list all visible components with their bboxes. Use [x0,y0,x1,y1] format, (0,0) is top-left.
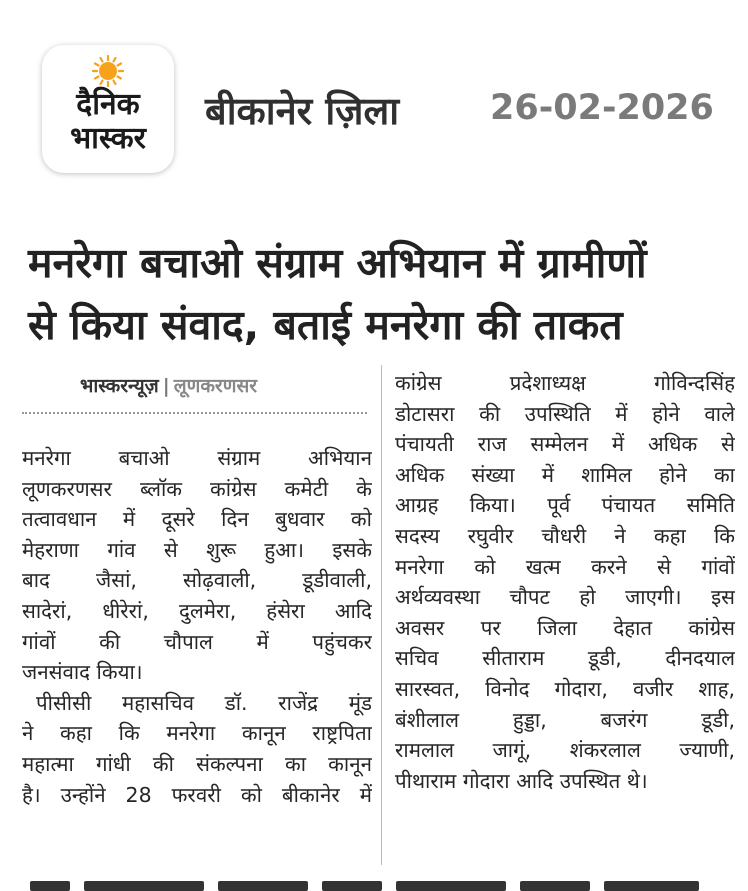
article-line: बाद जैसां, सोढ़वाली, डूडीवाली, [22,568,372,593]
article-line: सारस्वत, विनोद गोदारा, वजीर शाह, [395,676,735,701]
headline-line-1: मनरेगा बचाओ संग्राम अभियान में ग्रामीणों [28,239,647,287]
article-line: ने कहा कि मनरेगा कानून राष्ट्रपिता [22,721,372,746]
article-line: पीसीसी महासचिव डॉ. राजेंद्र मूंड [36,690,372,715]
article-line: मनरेगा बचाओ संग्राम अभियान [22,446,372,470]
article-line: रामलाल जागूं, शंकरलाल ज्याणी, [395,738,735,763]
byline: भास्करन्यूज़ | लूणकरणसर [80,375,258,397]
article-line: लूणकरणसर ब्लॉक कांग्रेस कमेटी के [22,476,372,501]
article-line: जनसंवाद किया। [22,660,143,685]
dotted-rule [22,412,367,414]
byline-source: भास्करन्यूज़ [80,375,159,397]
article-line: बंशीलाल हुड्डा, बजरंग डूडी, [395,707,735,732]
article-line: अधिक संख्या में शामिल होने का [395,462,735,487]
article-line: डोटासरा की उपस्थिति में होने वाले [395,401,735,426]
byline-place: लूणकरणसर [173,375,258,397]
column-divider [381,365,382,865]
article-line: सचिव सीताराम डूडी, दीनदयाल [395,646,735,671]
article-line: पीथाराम गोदारा आदि उपस्थित थे। [395,768,648,793]
article-column-left [22,443,372,810]
article-line: सादेरां, धीरेरां, दुलमेरा, हंसेरा आदि [22,598,372,623]
article-line: अवसर पर जिला देहात कांग्रेस [395,615,735,640]
article-line: गांवों की चौपाल में पहुंचकर [22,629,372,654]
logo-line-1: दैनिक [76,87,140,122]
article-line: अर्थव्यवस्था चौपट हो जाएगी। इस [395,585,735,610]
article-headline [28,232,728,356]
article-line: आग्रह किया। पूर्व पंचायत समिति [395,493,735,518]
article-column-right [395,368,735,796]
article-line: सदस्य रघुवीर चौधरी ने कहा कि [395,523,735,548]
sun-icon [92,55,124,87]
edition-title: बीकानेर ज़िला [205,89,400,133]
edition-date: 26-02-2026 [490,88,714,128]
dainik-bhaskar-logo [42,45,174,173]
article-line: महात्मा गांधी की संकल्पना का कानून [22,751,372,776]
logo-line-2: भास्कर [70,121,146,156]
article-line: पंचायती राज सम्मेलन में अधिक से [395,432,735,457]
headline-line-2: से किया संवाद, बताई मनरेगा की ताकत [28,301,623,349]
article-line: मनरेगा को खत्म करने से गांवों [395,554,735,579]
article-line: मेहराणा गांव से शुरू हुआ। इसके [22,537,372,562]
article-line: कांग्रेस प्रदेशाध्यक्ष गोविन्दसिंह [395,371,735,395]
article-line: तत्वावधान में दूसरे दिन बुधवार को [22,507,372,532]
next-article-cutoff [30,876,720,891]
article-line: है। उन्होंने 28 फरवरी को बीकानेर में [22,782,372,807]
